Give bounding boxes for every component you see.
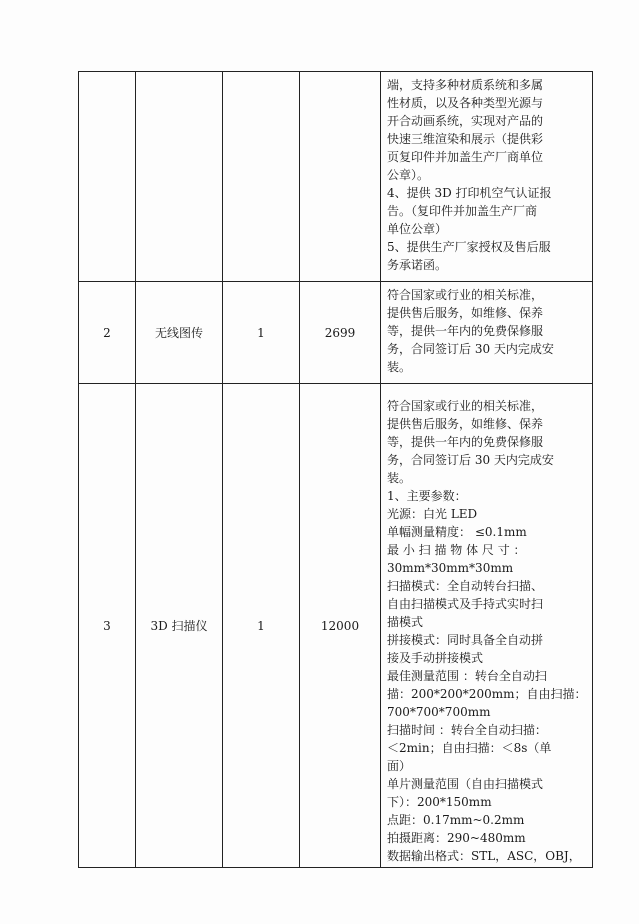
requirement-line: 单位公章）	[387, 222, 448, 236]
requirement-line: 4、提供 3D 打印机空气认证报	[387, 186, 552, 200]
requirement-line: 单幅测量精度： ≤0.1mm	[387, 525, 527, 539]
requirement-line: 描：200*200*200mm；自由扫描：	[387, 687, 587, 701]
requirement-line: 务，合同签订后 30 天内完成安	[387, 342, 554, 356]
requirement-line: 等，提供一年内的免费保修服	[387, 324, 544, 338]
requirement-line: 装。	[387, 471, 412, 485]
requirement-line: 光源：白光 LED	[387, 507, 478, 521]
requirement-line: 务承诺函。	[387, 258, 448, 272]
row-number-cell	[79, 72, 136, 282]
table-row	[79, 72, 593, 282]
price-cell: 2699	[300, 282, 381, 384]
requirement-line: 提供售后服务，如维修、保养	[387, 306, 544, 320]
requirement-line: 5、提供生产厂家授权及售后服	[387, 240, 551, 254]
requirement-line: 快速三维渲染和展示（提供彩	[387, 132, 544, 146]
item-name-cell: 无线图传	[136, 282, 223, 384]
requirement-line: 描模式	[387, 615, 424, 629]
requirement-line: 拼接模式：同时具备全自动拼	[387, 633, 544, 647]
requirement-line: 1、主要参数：	[387, 489, 467, 503]
requirement-line: 开合动画系统，实现对产品的	[387, 114, 544, 128]
item-name-cell: 3D 扫描仪	[136, 384, 223, 868]
requirement-line: 公章）。	[387, 168, 430, 182]
requirement-line: 数据输出格式：STL，ASC，OBJ，	[387, 849, 581, 863]
requirement-line: 点距：0.17mm~0.2mm	[387, 813, 525, 827]
requirement-line: 面）	[387, 759, 412, 773]
requirement-line: 700*700*700mm	[387, 705, 491, 719]
requirement-line: 等，提供一年内的免费保修服	[387, 435, 544, 449]
item-name-cell	[136, 72, 223, 282]
requirement-line: 提供售后服务，如维修、保养	[387, 417, 544, 431]
requirement-line: 性材质，以及各种类型光源与	[387, 96, 544, 110]
requirement-line: 单片测量范围（自由扫描模式	[387, 777, 544, 791]
top-spacing	[387, 388, 586, 397]
requirement-line: 扫描时间 ：转台全自动扫描：	[387, 723, 547, 737]
table-row	[79, 282, 593, 384]
quantity-cell: 1	[223, 282, 300, 384]
quantity-cell: 1	[223, 384, 300, 868]
requirement-line: 自由扫描模式及手持式实时扫	[387, 597, 544, 611]
requirement-line: 扫描模式：全自动转台扫描、	[387, 579, 544, 593]
table-row	[79, 384, 593, 868]
procurement-table	[78, 71, 593, 868]
requirement-line: 告。（复印件并加盖生产厂商	[387, 204, 538, 218]
requirement-line: 接及手动拼接模式	[387, 651, 484, 665]
requirement-line: 最佳测量范围 ：转台全自动扫	[387, 669, 547, 683]
requirement-line: 装。	[387, 360, 412, 374]
requirements-cell	[381, 72, 593, 282]
requirements-cell	[381, 384, 593, 868]
requirement-line: 拍摄距离：290~480mm	[387, 831, 526, 845]
requirement-line: 端，支持多种材质系统和多属	[387, 78, 544, 92]
requirement-line: 页复印件并加盖生产厂商单位	[387, 150, 544, 164]
requirement-line: 30mm*30mm*30mm	[387, 561, 514, 575]
price-cell	[300, 72, 381, 282]
quantity-cell	[223, 72, 300, 282]
requirement-line: ＜2min；自由扫描：＜8s（单	[387, 741, 552, 755]
row-number-cell: 3	[79, 384, 136, 868]
row-number-cell: 2	[79, 282, 136, 384]
requirement-line: 最 小 扫 描 物 体 尺 寸 ：	[387, 543, 526, 557]
requirement-line: 符合国家或行业的相关标准，	[387, 288, 544, 302]
requirement-line: 符合国家或行业的相关标准，	[387, 399, 544, 413]
price-cell: 12000	[300, 384, 381, 868]
requirement-line: 务，合同签订后 30 天内完成安	[387, 453, 554, 467]
requirements-cell	[381, 282, 593, 384]
requirement-line: 下）：200*150mm	[387, 795, 492, 809]
